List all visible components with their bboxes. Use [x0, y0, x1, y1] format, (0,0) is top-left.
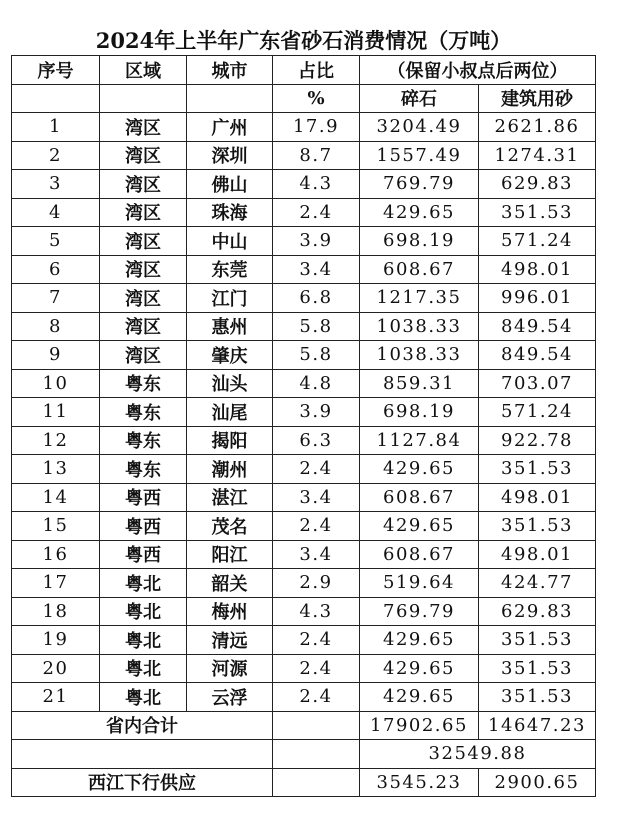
header-share: 占比: [273, 56, 360, 85]
row-index: 4: [12, 198, 100, 227]
row-gravel: 608.67: [360, 540, 479, 569]
row-share: 5.8: [273, 341, 360, 370]
row-index: 5: [12, 227, 100, 256]
row-gravel: 698.19: [360, 227, 479, 256]
row-index: 8: [12, 312, 100, 341]
row-share: 2.4: [273, 455, 360, 484]
xijiang-gravel: 3545.23: [360, 768, 479, 797]
header-row: [12, 56, 596, 85]
table-row: [12, 455, 596, 484]
row-city: 阳江: [187, 540, 273, 569]
row-region: 粤北: [100, 654, 187, 683]
row-sand: 2621.86: [479, 113, 596, 142]
row-index: 18: [12, 597, 100, 626]
subheader-empty: [100, 84, 187, 113]
grand-total-empty-2: [273, 740, 360, 769]
row-city: 广州: [187, 113, 273, 142]
row-city: 肇庆: [187, 341, 273, 370]
table-row: [12, 398, 596, 427]
row-share: 3.4: [273, 255, 360, 284]
row-share: 2.4: [273, 683, 360, 712]
row-share: 5.8: [273, 312, 360, 341]
row-share: 2.9: [273, 569, 360, 598]
province-total-gravel: 17902.65: [360, 711, 479, 740]
row-region: 湾区: [100, 312, 187, 341]
table-row: [12, 597, 596, 626]
row-gravel: 1557.49: [360, 141, 479, 170]
row-share: 4.8: [273, 369, 360, 398]
row-city: 汕头: [187, 369, 273, 398]
row-region: 湾区: [100, 113, 187, 142]
table-wrapper: [11, 24, 596, 797]
table-row: [12, 312, 596, 341]
table-row: [12, 141, 596, 170]
row-region: 粤东: [100, 398, 187, 427]
row-sand: 1274.31: [479, 141, 596, 170]
table-row: [12, 198, 596, 227]
row-share: 3.9: [273, 398, 360, 427]
row-region: 粤北: [100, 626, 187, 655]
row-city: 深圳: [187, 141, 273, 170]
row-share: 2.4: [273, 512, 360, 541]
province-total-row: [12, 711, 596, 740]
header-share-unit: %: [273, 84, 360, 113]
header-gravel: 碎石: [360, 84, 479, 113]
xijiang-row: [12, 768, 596, 797]
table-row: [12, 540, 596, 569]
province-total-empty: [273, 711, 360, 740]
province-total-label: 省内合计: [12, 711, 273, 740]
row-sand: 351.53: [479, 198, 596, 227]
row-region: 粤西: [100, 512, 187, 541]
row-city: 潮州: [187, 455, 273, 484]
row-share: 6.3: [273, 426, 360, 455]
row-city: 韶关: [187, 569, 273, 598]
row-region: 粤东: [100, 455, 187, 484]
row-index: 13: [12, 455, 100, 484]
row-city: 茂名: [187, 512, 273, 541]
row-region: 湾区: [100, 227, 187, 256]
row-region: 粤北: [100, 597, 187, 626]
row-gravel: 429.65: [360, 626, 479, 655]
province-total-sand: 14647.23: [479, 711, 596, 740]
row-share: 2.4: [273, 198, 360, 227]
row-region: 湾区: [100, 284, 187, 313]
row-index: 3: [12, 170, 100, 199]
row-index: 6: [12, 255, 100, 284]
grand-total-row: [12, 740, 596, 769]
row-index: 9: [12, 341, 100, 370]
row-index: 12: [12, 426, 100, 455]
table-row: [12, 255, 596, 284]
table-body: [12, 25, 596, 113]
row-region: 粤西: [100, 483, 187, 512]
row-city: 珠海: [187, 198, 273, 227]
row-sand: 351.53: [479, 512, 596, 541]
row-share: 6.8: [273, 284, 360, 313]
row-city: 佛山: [187, 170, 273, 199]
row-share: 4.3: [273, 597, 360, 626]
header-city: 城市: [187, 56, 273, 85]
row-index: 16: [12, 540, 100, 569]
row-city: 云浮: [187, 683, 273, 712]
row-sand: 498.01: [479, 540, 596, 569]
row-region: 粤西: [100, 540, 187, 569]
row-index: 2: [12, 141, 100, 170]
row-city: 河源: [187, 654, 273, 683]
table-row: [12, 369, 596, 398]
row-sand: 996.01: [479, 284, 596, 313]
row-gravel: 429.65: [360, 683, 479, 712]
header-region: 区域: [100, 56, 187, 85]
table-row: [12, 341, 596, 370]
row-region: 湾区: [100, 170, 187, 199]
header-note: （保留小叔点后两位）: [360, 56, 596, 85]
row-sand: 849.54: [479, 341, 596, 370]
row-region: 粤东: [100, 369, 187, 398]
row-index: 11: [12, 398, 100, 427]
row-city: 湛江: [187, 483, 273, 512]
subheader-empty: [187, 84, 273, 113]
row-index: 10: [12, 369, 100, 398]
row-sand: 571.24: [479, 227, 596, 256]
xijiang-sand: 2900.65: [479, 768, 596, 797]
row-gravel: 1217.35: [360, 284, 479, 313]
row-region: 粤东: [100, 426, 187, 455]
row-city: 揭阳: [187, 426, 273, 455]
row-gravel: 608.67: [360, 255, 479, 284]
table-row: [12, 626, 596, 655]
row-gravel: 1038.33: [360, 312, 479, 341]
row-gravel: 3204.49: [360, 113, 479, 142]
row-gravel: 429.65: [360, 455, 479, 484]
row-index: 15: [12, 512, 100, 541]
row-gravel: 429.65: [360, 654, 479, 683]
row-region: 粤北: [100, 683, 187, 712]
row-city: 清远: [187, 626, 273, 655]
subheader-empty: [12, 84, 100, 113]
row-gravel: 698.19: [360, 398, 479, 427]
row-sand: 703.07: [479, 369, 596, 398]
header-sand: 建筑用砂: [479, 84, 596, 113]
row-share: 8.7: [273, 141, 360, 170]
row-gravel: 1127.84: [360, 426, 479, 455]
row-sand: 351.53: [479, 626, 596, 655]
row-gravel: 608.67: [360, 483, 479, 512]
row-share: 3.4: [273, 540, 360, 569]
table-row: [12, 654, 596, 683]
row-sand: 351.53: [479, 455, 596, 484]
row-gravel: 769.79: [360, 597, 479, 626]
row-gravel: 1038.33: [360, 341, 479, 370]
data-rows: [12, 113, 596, 712]
table-row: [12, 227, 596, 256]
row-share: 4.3: [273, 170, 360, 199]
row-region: 湾区: [100, 141, 187, 170]
row-index: 17: [12, 569, 100, 598]
table-row: [12, 569, 596, 598]
table-row: [12, 113, 596, 142]
row-gravel: 769.79: [360, 170, 479, 199]
row-share: 3.9: [273, 227, 360, 256]
row-city: 梅州: [187, 597, 273, 626]
row-sand: 498.01: [479, 483, 596, 512]
totals-section: [12, 711, 596, 797]
row-share: 17.9: [273, 113, 360, 142]
row-index: 21: [12, 683, 100, 712]
row-share: 2.4: [273, 654, 360, 683]
row-gravel: 429.65: [360, 198, 479, 227]
row-index: 14: [12, 483, 100, 512]
row-city: 江门: [187, 284, 273, 313]
row-region: 湾区: [100, 198, 187, 227]
row-share: 2.4: [273, 626, 360, 655]
xijiang-empty: [273, 768, 360, 797]
grand-total-value: 32549.88: [360, 740, 596, 769]
row-sand: 922.78: [479, 426, 596, 455]
table-row: [12, 284, 596, 313]
row-city: 惠州: [187, 312, 273, 341]
table-row: [12, 170, 596, 199]
row-sand: 849.54: [479, 312, 596, 341]
table-row: [12, 512, 596, 541]
row-sand: 351.53: [479, 654, 596, 683]
table-row: [12, 426, 596, 455]
grand-total-empty: [12, 740, 273, 769]
row-city: 汕尾: [187, 398, 273, 427]
row-index: 19: [12, 626, 100, 655]
row-city: 东莞: [187, 255, 273, 284]
table-row: [12, 483, 596, 512]
row-region: 湾区: [100, 255, 187, 284]
xijiang-label: 西江下行供应: [12, 768, 273, 797]
row-share: 3.4: [273, 483, 360, 512]
table-row: [12, 683, 596, 712]
row-region: 粤北: [100, 569, 187, 598]
title-row: [12, 25, 596, 56]
header-index: 序号: [12, 56, 100, 85]
row-sand: 571.24: [479, 398, 596, 427]
consumption-table: [11, 24, 596, 797]
row-city: 中山: [187, 227, 273, 256]
subheader-row: [12, 84, 596, 113]
table-title: 2024年上半年广东省砂石消费情况（万吨）: [12, 25, 596, 56]
row-gravel: 859.31: [360, 369, 479, 398]
row-sand: 424.77: [479, 569, 596, 598]
row-sand: 629.83: [479, 170, 596, 199]
row-gravel: 429.65: [360, 512, 479, 541]
row-index: 7: [12, 284, 100, 313]
row-index: 20: [12, 654, 100, 683]
row-sand: 351.53: [479, 683, 596, 712]
row-sand: 629.83: [479, 597, 596, 626]
row-sand: 498.01: [479, 255, 596, 284]
row-gravel: 519.64: [360, 569, 479, 598]
row-index: 1: [12, 113, 100, 142]
row-region: 湾区: [100, 341, 187, 370]
